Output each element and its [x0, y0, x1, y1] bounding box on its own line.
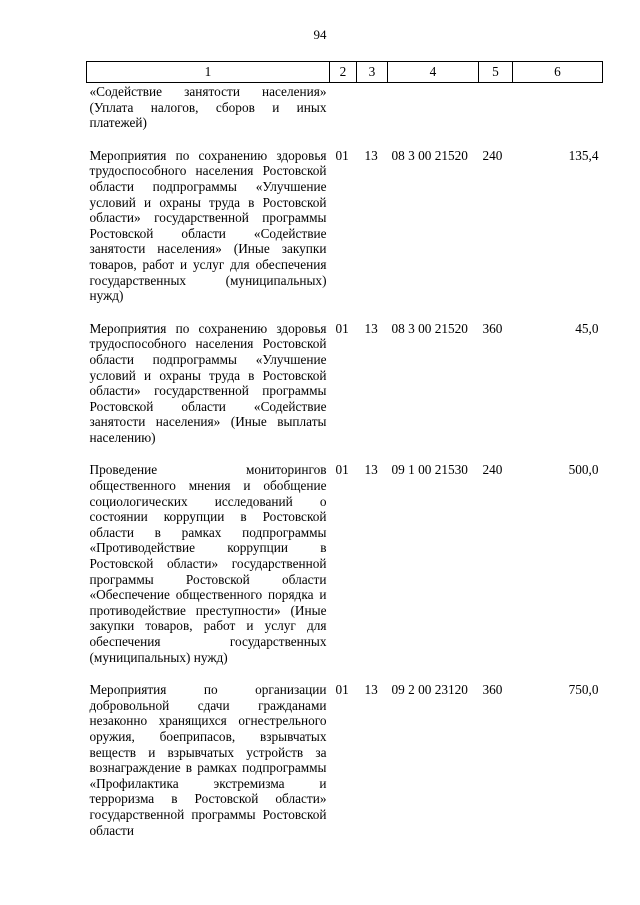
row-target-article: 08 3 00 21520 — [391, 147, 468, 163]
row-target-article: 09 1 00 21530 — [391, 462, 468, 478]
header-col-6: 6 — [513, 62, 603, 83]
header-col-2: 2 — [330, 62, 357, 83]
table-row — [87, 450, 603, 670]
row-expense-type: 360 — [482, 682, 503, 698]
row-description: «Содействие занятости населения» (Уплата налогов, сборов и иных платежей) — [89, 84, 327, 131]
row-expense-type: 360 — [482, 320, 503, 336]
row-subsection: 13 — [364, 320, 378, 336]
row-amount: 500,0 — [568, 462, 599, 478]
row-description: Мероприятия по организации добровольной сдачи гражданами незаконно хранящихся огнестрельного оружия, боеприпасов, взрывчатых веществ и взрывчатых устройств за вознаграждение в рамках подпрограммы «Профилактика экстремизма и терроризма в Ростовской области» государственной программы Ростовской области — [89, 682, 327, 838]
row-subsection: 13 — [364, 147, 378, 163]
row-section: 01 — [335, 462, 349, 478]
header-col-1: 1 — [87, 62, 330, 83]
row-target-article: 09 2 00 23120 — [391, 682, 468, 698]
budget-table — [86, 61, 603, 843]
row-section: 01 — [335, 320, 349, 336]
row-expense-type: 240 — [482, 147, 503, 163]
table-header-row — [87, 62, 603, 83]
row-amount: 45,0 — [575, 320, 599, 336]
row-expense-type: 240 — [482, 462, 503, 478]
row-description: Мероприятия по сохранению здоровья трудоспособного населения Ростовской области подпрограммы «Улучшение условий и охраны труда в Ростовской области» государственной программы Ростовской области «Содействие занятости населения» (Иные закупки товаров, работ и услуг для обеспечения государственных (муниципальных) нужд) — [89, 147, 327, 304]
header-col-5: 5 — [479, 62, 513, 83]
row-section: 01 — [335, 682, 349, 698]
header-col-4: 4 — [388, 62, 479, 83]
row-description: Мероприятия по сохранению здоровья трудоспособного населения Ростовской области подпрограммы «Улучшение условий и охраны труда в Ростовской области» государственной программы Ростовской области «Содействие занятости населения» (Иные выплаты населению) — [89, 320, 327, 445]
table-row — [87, 670, 603, 843]
row-subsection: 13 — [364, 682, 378, 698]
table-row-continuation — [87, 83, 603, 136]
row-amount: 750,0 — [568, 682, 599, 698]
header-col-3: 3 — [357, 62, 388, 83]
table-row — [87, 136, 603, 309]
table-row — [87, 309, 603, 451]
row-amount: 135,4 — [568, 147, 599, 163]
row-subsection: 13 — [364, 462, 378, 478]
page-number: 94 — [313, 27, 327, 42]
row-description: Проведение мониторингов общественного мнения и обобщение социологических исследований о состоянии коррупции в Ростовской области в рамках подпрограммы «Противодействие коррупции в Ростовской области» государственной программы Ростовской области «Обеспечение общественного порядка и противодействие преступности» (Иные закупки товаров, работ и услуг для обеспечения государственных (муниципальных) нужд) — [89, 462, 327, 665]
row-target-article: 08 3 00 21520 — [391, 320, 468, 336]
row-section: 01 — [335, 147, 349, 163]
